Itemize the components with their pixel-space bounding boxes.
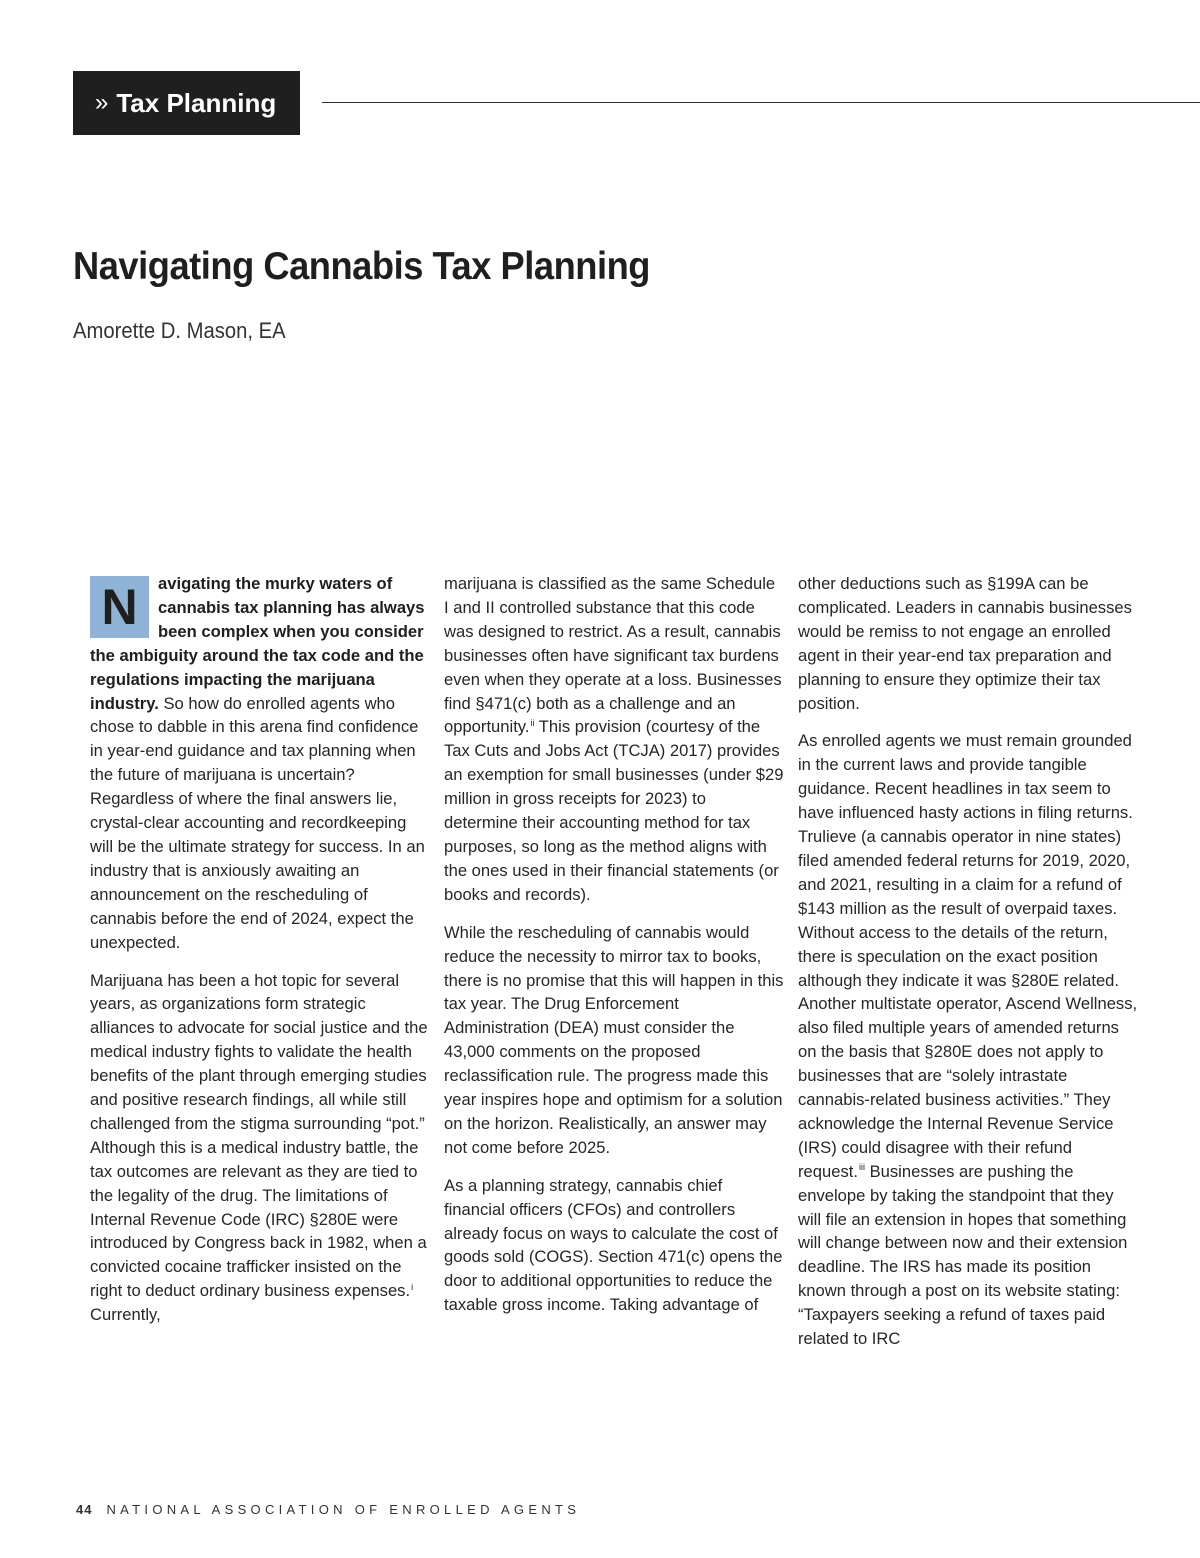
section-tag [73, 71, 300, 135]
chevron-double-right-icon: » [95, 89, 109, 116]
paragraph-text: marijuana is classified as the same Schedule I and II controlled substance that this code was designed to restrict. As a result, cannabis businesses often have significant tax burdens even when they operate at a loss. Businesses find §471(c) both as a challenge and an opportunity. [444, 574, 782, 737]
text-column-3 [798, 572, 1138, 1365]
lead-text: avigating the murky waters of cannabis tax planning has always been complex when you consider the ambiguity around the tax code and the regulations impacting the marijuana industry. [90, 574, 425, 713]
paragraph-text: So how do enrolled agents who chose to dabble in this arena find confidence in year-end guidance and tax planning when the future of marijuana is uncertain? Regardless of where the final answers lie, crystal-clear accounting and recordkeeping will be the ultimate strategy for success. In an industry that is anxiously awaiting an announcement on the rescheduling of cannabis before the end of 2024, expect the unexpected. [90, 693, 425, 952]
text-column-1 [90, 572, 430, 1341]
text-column-2 [444, 572, 784, 1331]
paragraph-text: Businesses are pushing the envelope by taking the standpoint that they will file an extension in hopes that something will change between now and their extension deadline. The IRS has made its position known through a post on its website stating: “Taxpayers seeking a refund of taxes paid related to IRC [798, 1161, 1128, 1349]
paragraph [90, 969, 430, 1328]
article-title: Navigating Cannabis Tax Planning [73, 245, 650, 288]
paragraph [444, 572, 784, 907]
publication-name: NATIONAL ASSOCIATION OF ENROLLED AGENTS [106, 1502, 581, 1517]
section-label: Tax Planning [116, 87, 277, 118]
article-author: Amorette D. Mason, EA [73, 318, 286, 343]
paragraph-text: This provision (courtesy of the Tax Cuts and Jobs Act (TCJA) 2017) provides an exemption for small businesses (under $29 million in gross receipts for 2023) to determine their accounting method for tax purposes, so long as the method aligns with the ones used in their financial statements (or books and records). [444, 717, 784, 904]
page-number: 44 [76, 1502, 93, 1517]
paragraph-text: As enrolled agents we must remain grounded in the current laws and provide tangible guidance. Recent headlines in tax seem to have influenced hasty actions in filing returns. Trulieve (a cannabis operator in nine states) filed amended federal returns for 2019, 2020, and 2021, resulting in a claim for a refund of $143 million as the result of overpaid taxes. Without access to the details of the return, there is speculation on the exact position although they indicate it was §280E related. Another multistate operator, Ascend Wellness, also filed multiple years of amended returns on the basis that §280E does not apply to businesses that are “solely intrastate cannabis-related business activities.” They acknowledge the Internal Revenue Service (IRS) could disagree with their refund request. [798, 731, 1138, 1181]
endnote-ref: iii [858, 1162, 865, 1173]
drop-cap: N [90, 576, 149, 638]
header-rule [322, 102, 1200, 103]
paragraph-text: Currently, [90, 1305, 161, 1325]
endnote-ref: i [411, 1281, 414, 1292]
paragraph: While the rescheduling of cannabis would reduce the necessity to mirror tax to books, there is no promise that this will happen in this tax year. The Drug Enforcement Administration (DEA) must consider the 43,000 comments on the proposed reclassification rule. The progress made this year inspires hope and optimism for a solution on the horizon. Realistically, an answer may not come before 2025. [444, 922, 784, 1157]
paragraph: other deductions such as §199A can be complicated. Leaders in cannabis businesses would be remiss to not engage an enrolled agent in their year-end tax preparation and planning to ensure they optimize their tax position. [798, 574, 1132, 713]
paragraph [90, 572, 430, 955]
endnote-ref: ii [530, 717, 535, 728]
paragraph-text: Marijuana has been a hot topic for several years, as organizations form strategic alliances to advocate for social justice and the medical industry fights to validate the health benefits of the plant through emerging studies and positive research findings, all while still challenged from the stigma surrounding “pot.” Although this is a medical industry battle, the tax outcomes are relevant as they are tied to the legality of the drug. The limitations of Internal Revenue Code (IRC) §280E were introduced by Congress back in 1982, when a convicted cocaine trafficker insisted on the right to deduct ordinary business expenses. [90, 970, 428, 1301]
paragraph [798, 729, 1138, 1351]
page-footer [76, 1502, 580, 1517]
paragraph: As a planning strategy, cannabis chief financial officers (CFOs) and controllers already focus on ways to calculate the cost of goods sold (COGS). Section 471(c) opens the door to additional opportunities to reduce the taxable gross income. Taking advantage of [444, 1175, 783, 1315]
